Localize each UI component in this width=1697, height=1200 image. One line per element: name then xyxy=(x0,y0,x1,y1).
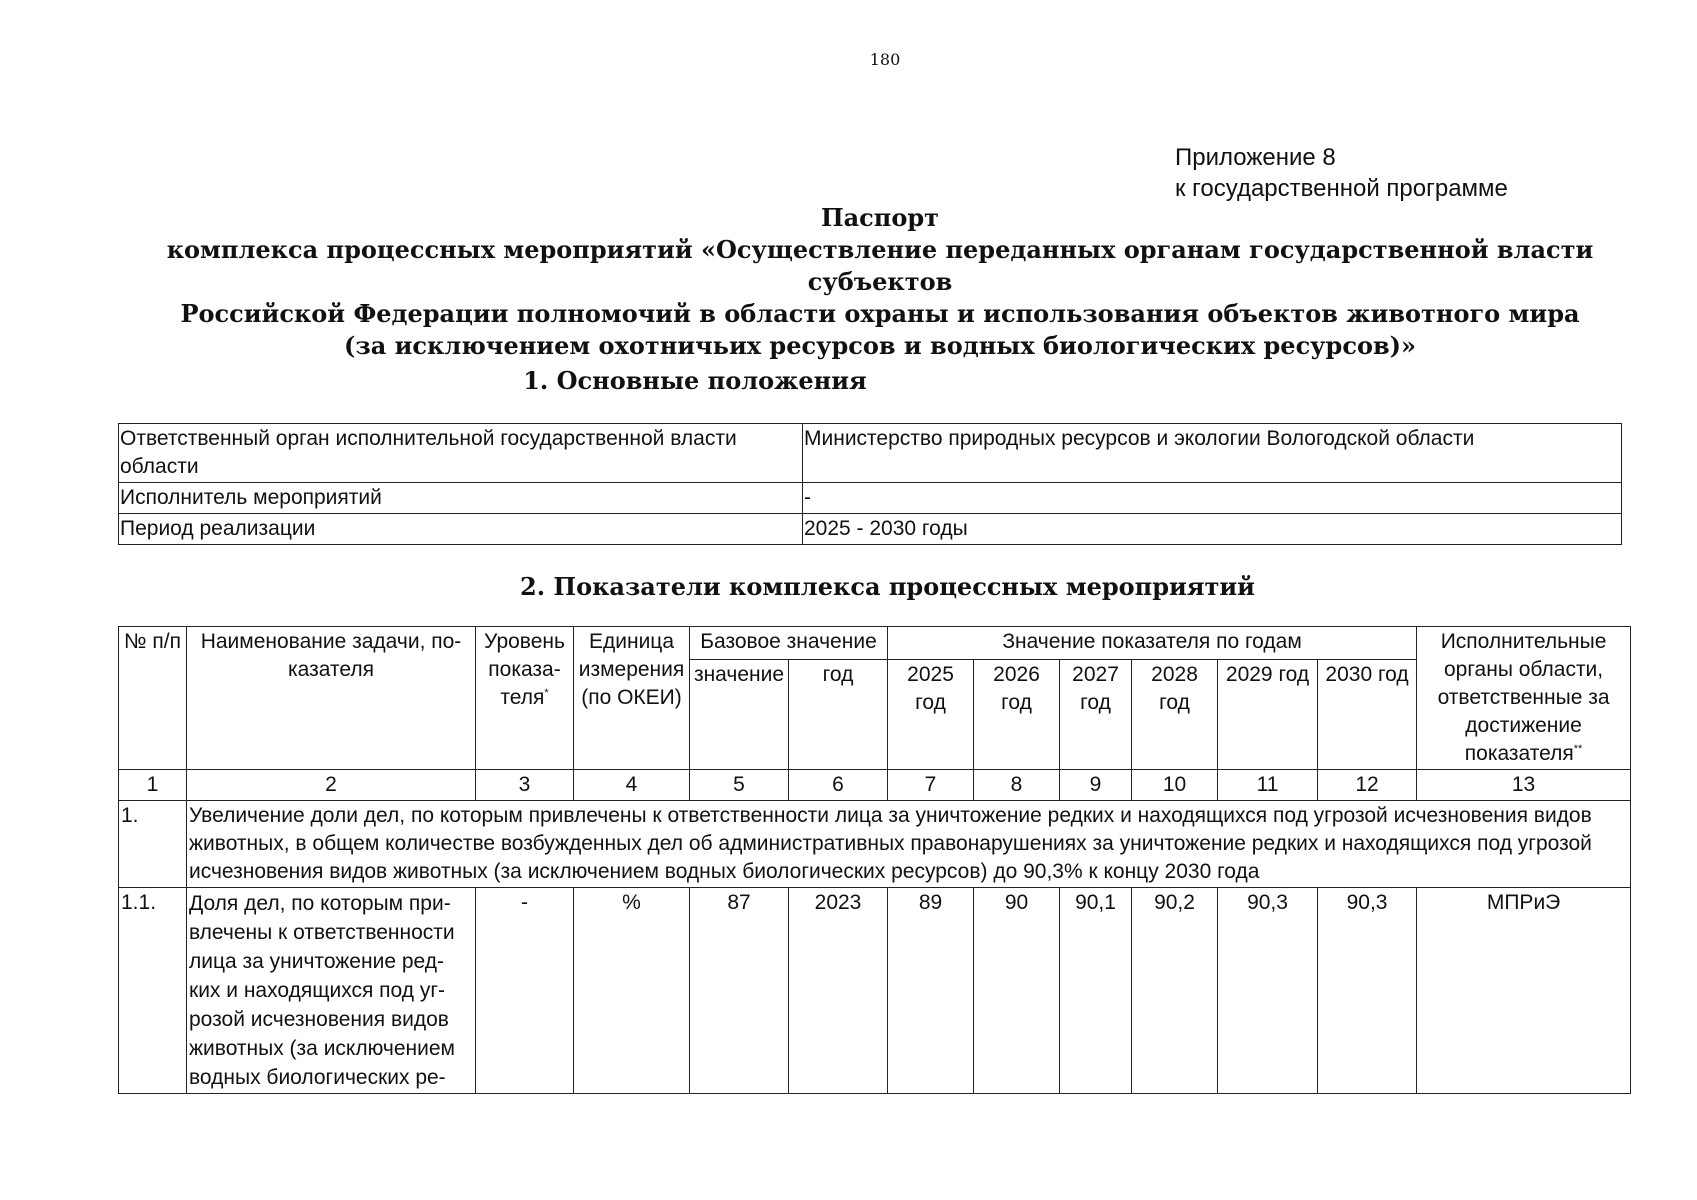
indicator-name-line: лица за уничтожение ред- xyxy=(189,950,444,973)
indicator-name-line: ких и находящихся под уг- xyxy=(189,979,446,1002)
header-2029: 2029 год xyxy=(1218,660,1318,770)
indicator-base-year: 2023 xyxy=(789,888,888,1094)
column-number: 12 xyxy=(1318,770,1417,801)
main-provisions-table xyxy=(118,423,1622,545)
header-base: Базовое значение xyxy=(690,627,888,660)
indicator-name-line: розой исчезновения видов xyxy=(189,1008,449,1031)
appendix-line-2: к государственной программе xyxy=(1175,175,1508,202)
column-number: 6 xyxy=(789,770,888,801)
indicator-name-line: влечены к ответственности xyxy=(189,921,455,944)
provision-label: Исполнитель мероприятий xyxy=(119,483,803,514)
column-number: 11 xyxy=(1218,770,1318,801)
indicator-2029: 90,3 xyxy=(1218,888,1318,1094)
header-level xyxy=(476,627,574,770)
indicator-unit: % xyxy=(574,888,690,1094)
indicator-base-value: 87 xyxy=(690,888,789,1094)
provision-value: Министерство природных ресурсов и экологии Вологодской области xyxy=(803,424,1622,483)
header-base-value: значение xyxy=(690,660,789,770)
table-row xyxy=(119,424,1622,483)
header-2025: 2025 год xyxy=(888,660,974,770)
document-title xyxy=(140,202,1620,362)
page-number: 180 xyxy=(869,50,901,69)
header-2030: 2030 год xyxy=(1318,660,1417,770)
header-2028: 2028 год xyxy=(1132,660,1218,770)
column-number: 8 xyxy=(974,770,1060,801)
title-line-3: Российской Федерации полномочий в области охраны и использования объектов животного мира xyxy=(180,299,1580,328)
header-executors-text: Исполнительные органы области, ответственные за достижение показателя xyxy=(1437,630,1610,765)
column-number: 3 xyxy=(476,770,574,801)
indicator-2025: 89 xyxy=(888,888,974,1094)
indicator-num: 1.1. xyxy=(119,888,187,1094)
section-2-heading: 2. Показатели комплекса процессных мероприятий xyxy=(520,572,1255,601)
column-number-row xyxy=(119,770,1631,801)
title-line-2: комплекса процессных мероприятий «Осуществление переданных органам государственной власти субъектов xyxy=(166,235,1594,296)
indicator-executor: МПРиЭ xyxy=(1417,888,1631,1094)
table-row xyxy=(119,514,1622,545)
header-2027: 2027 год xyxy=(1060,660,1132,770)
column-number: 13 xyxy=(1417,770,1631,801)
indicator-name xyxy=(187,888,476,1094)
column-number: 4 xyxy=(574,770,690,801)
column-number: 9 xyxy=(1060,770,1132,801)
header-level-text: Уровень показа-теля xyxy=(484,630,565,709)
header-base-year: год xyxy=(789,660,888,770)
provision-value: 2025 - 2030 годы xyxy=(803,514,1622,545)
indicator-level: - xyxy=(476,888,574,1094)
footnote-mark: ** xyxy=(1573,743,1583,755)
provision-label: Ответственный орган исполнительной государственной власти области xyxy=(119,424,803,483)
appendix-note xyxy=(1175,142,1508,204)
task-row xyxy=(119,801,1631,888)
title-line-4: (за исключением охотничьих ресурсов и водных биологических ресурсов)» xyxy=(344,331,1416,360)
header-name: Наименование задачи, по-казателя xyxy=(187,627,476,770)
indicator-row xyxy=(119,888,1631,1094)
column-number: 10 xyxy=(1132,770,1218,801)
provision-value: - xyxy=(803,483,1622,514)
indicators-table xyxy=(118,626,1631,1094)
column-number: 2 xyxy=(187,770,476,801)
title-line-1: Паспорт xyxy=(820,203,940,232)
header-2026: 2026 год xyxy=(974,660,1060,770)
column-number: 1 xyxy=(119,770,187,801)
indicator-2028: 90,2 xyxy=(1132,888,1218,1094)
indicator-name-line: животных (за исключением xyxy=(189,1037,455,1060)
appendix-line-1: Приложение 8 xyxy=(1175,144,1336,171)
table-row xyxy=(119,483,1622,514)
indicator-2027: 90,1 xyxy=(1060,888,1132,1094)
provision-label: Период реализации xyxy=(119,514,803,545)
column-number: 7 xyxy=(888,770,974,801)
header-num: № п/п xyxy=(119,627,187,770)
indicator-2030: 90,3 xyxy=(1318,888,1417,1094)
task-text: Увеличение доли дел, по которым привлечены к ответственности лица за уничтожение редких и находящихся под угрозой исчезновения видов животных, в общем количестве возбужденных дел об административных правонарушениях за уничтожение редких и находящихся под угрозой исчезновения видов животных (за исключением водных биологических ресурсов) до 90,3% к концу 2030 года xyxy=(187,801,1631,888)
indicator-2026: 90 xyxy=(974,888,1060,1094)
header-executors xyxy=(1417,627,1631,770)
indicator-name-line: Доля дел, по которым при- xyxy=(189,892,451,915)
section-1-heading: 1. Основные положения xyxy=(523,366,867,395)
header-row xyxy=(119,627,1631,660)
footnote-mark: * xyxy=(544,687,549,699)
indicator-name-line: водных биологических ре- xyxy=(189,1066,446,1089)
header-unit: Единица измерения (по ОКЕИ) xyxy=(574,627,690,770)
column-number: 5 xyxy=(690,770,789,801)
header-by-years: Значение показателя по годам xyxy=(888,627,1417,660)
task-num: 1. xyxy=(119,801,187,888)
